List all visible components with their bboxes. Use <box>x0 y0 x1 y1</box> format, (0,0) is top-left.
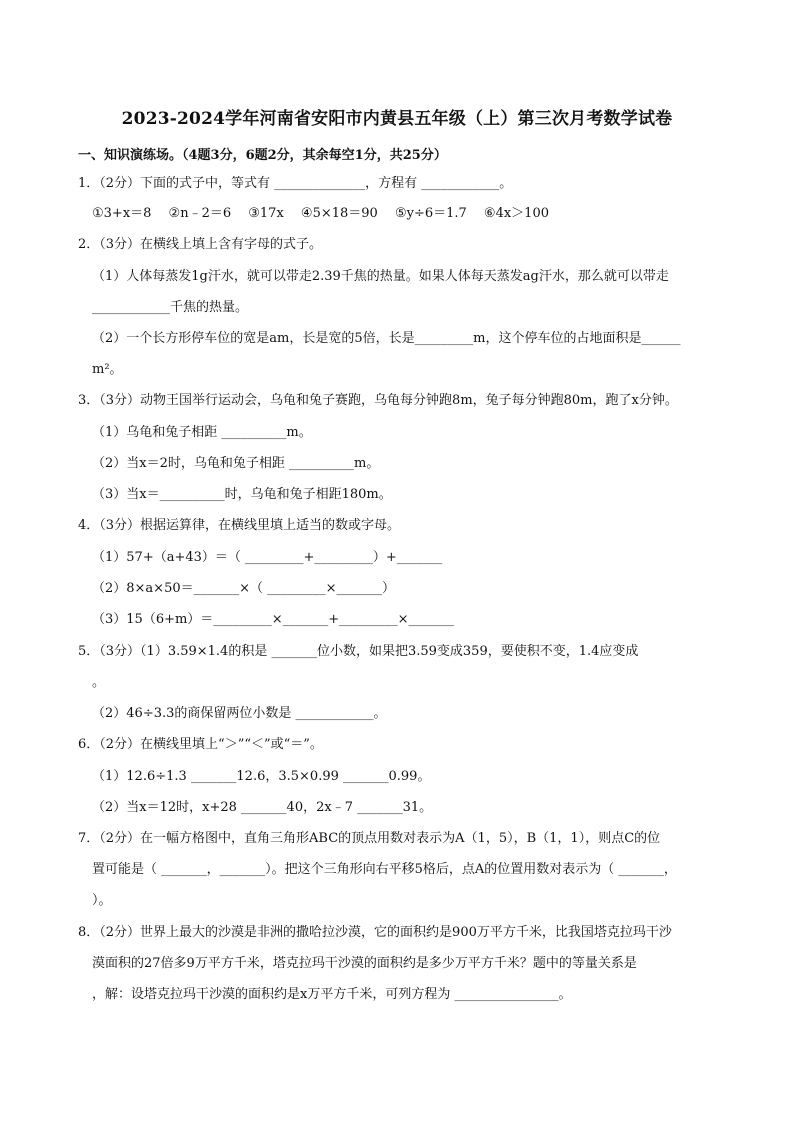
question-8-cont: 漠面积的27倍多9万平方千米，塔克拉玛干沙漠的面积约是多少万平方千米？题中的等量关系是 <box>92 956 637 971</box>
question-2-part-1: （1）人体每蒸发1g汗水，就可以带走2.39千焦的热量。如果人体每天蒸发ag汗水，那么就可以带走 <box>92 269 669 284</box>
question-6-part-2: （2）当x＝12时，x+28 _______40，2x﹣7 _______31。 <box>92 800 433 815</box>
question-1-options: ①3+x＝8 ②n﹣2＝6 ③17x ④5×18＝90 ⑤y÷6＝1.7 ⑥4x＞100 <box>92 206 549 221</box>
question-5-cont: 。 <box>92 675 106 690</box>
question-5-part-2: （2）46÷3.3的商保留两位小数是 ____________。 <box>92 706 387 721</box>
question-5: 5．（3分）（1）3.59×1.4的积是 _______位小数，如果把3.59变成359，要使积不变，1.4应变成 <box>78 644 639 659</box>
question-6-part-1: （1）12.6÷1.3 _______12.6，3.5×0.99 _______0.99。 <box>92 769 431 784</box>
question-3-part-1: （1）乌龟和兔子相距 __________m。 <box>92 425 312 440</box>
question-4-part-1: （1）57+（a+43）＝（ _________+_________）+_______ <box>92 550 443 565</box>
question-1: 1．（2分）下面的式子中，等式有 ______________，方程有 ____________。 <box>78 176 513 191</box>
section-heading: 一、知识演练场。（4题3分，6题2分，其余每空1分，共25分） <box>78 148 447 163</box>
question-7: 7．（2分）在一幅方格图中，直角三角形ABC的顶点用数对表示为A（1，5），B（1，1），则点C的位 <box>78 831 661 846</box>
question-2-part-2: （2）一个长方形停车位的宽是am，长是宽的5倍，长是_________m，这个停车位的占地面积是______ <box>92 331 681 346</box>
question-6: 6．（2分）在横线里填上“＞”“＜”或“＝”。 <box>78 737 323 752</box>
question-3-part-3: （3）当x＝__________时，乌龟和兔子相距180m。 <box>92 487 392 502</box>
question-7-cont: 置可能是（ _______，_______）。把这个三角形向右平移5格后，点A的位置用数对表示为（ _______， <box>92 862 677 877</box>
page-title: 2023-2024学年河南省安阳市内黄县五年级（上）第三次月考数学试卷 <box>121 109 673 129</box>
question-2-part-2-cont: m²。 <box>92 362 123 377</box>
question-4: 4．（3分）根据运算律，在横线里填上适当的数或字母。 <box>78 518 401 533</box>
question-4-part-2: （2）8×a×50＝_______×（ _________×_______） <box>92 581 396 596</box>
question-4-part-3: （3）15（6+m）＝_________×_______+_________×_______ <box>92 612 454 627</box>
question-2-part-1-cont: ____________千焦的热量。 <box>92 300 249 315</box>
question-2: 2．（3分）在横线上填上含有字母的式子。 <box>78 237 323 252</box>
question-8-cont-2: ，解：设塔克拉玛干沙漠的面积约是x万平方千米，可列方程为 ________________。 <box>92 987 572 1002</box>
question-3-part-2: （2）当x＝2时，乌龟和兔子相距 __________m。 <box>92 456 380 471</box>
question-7-cont-2: ）。 <box>92 893 112 908</box>
question-3: 3．（3分）动物王国举行运动会，乌龟和兔子赛跑，乌龟每分钟跑8m，兔子每分钟跑80m，跑了x分钟。 <box>78 393 678 408</box>
question-8: 8．（2分）世界上最大的沙漠是非洲的撒哈拉沙漠，它的面积约是900万平方千米，比我国塔克拉玛干沙 <box>78 925 672 940</box>
